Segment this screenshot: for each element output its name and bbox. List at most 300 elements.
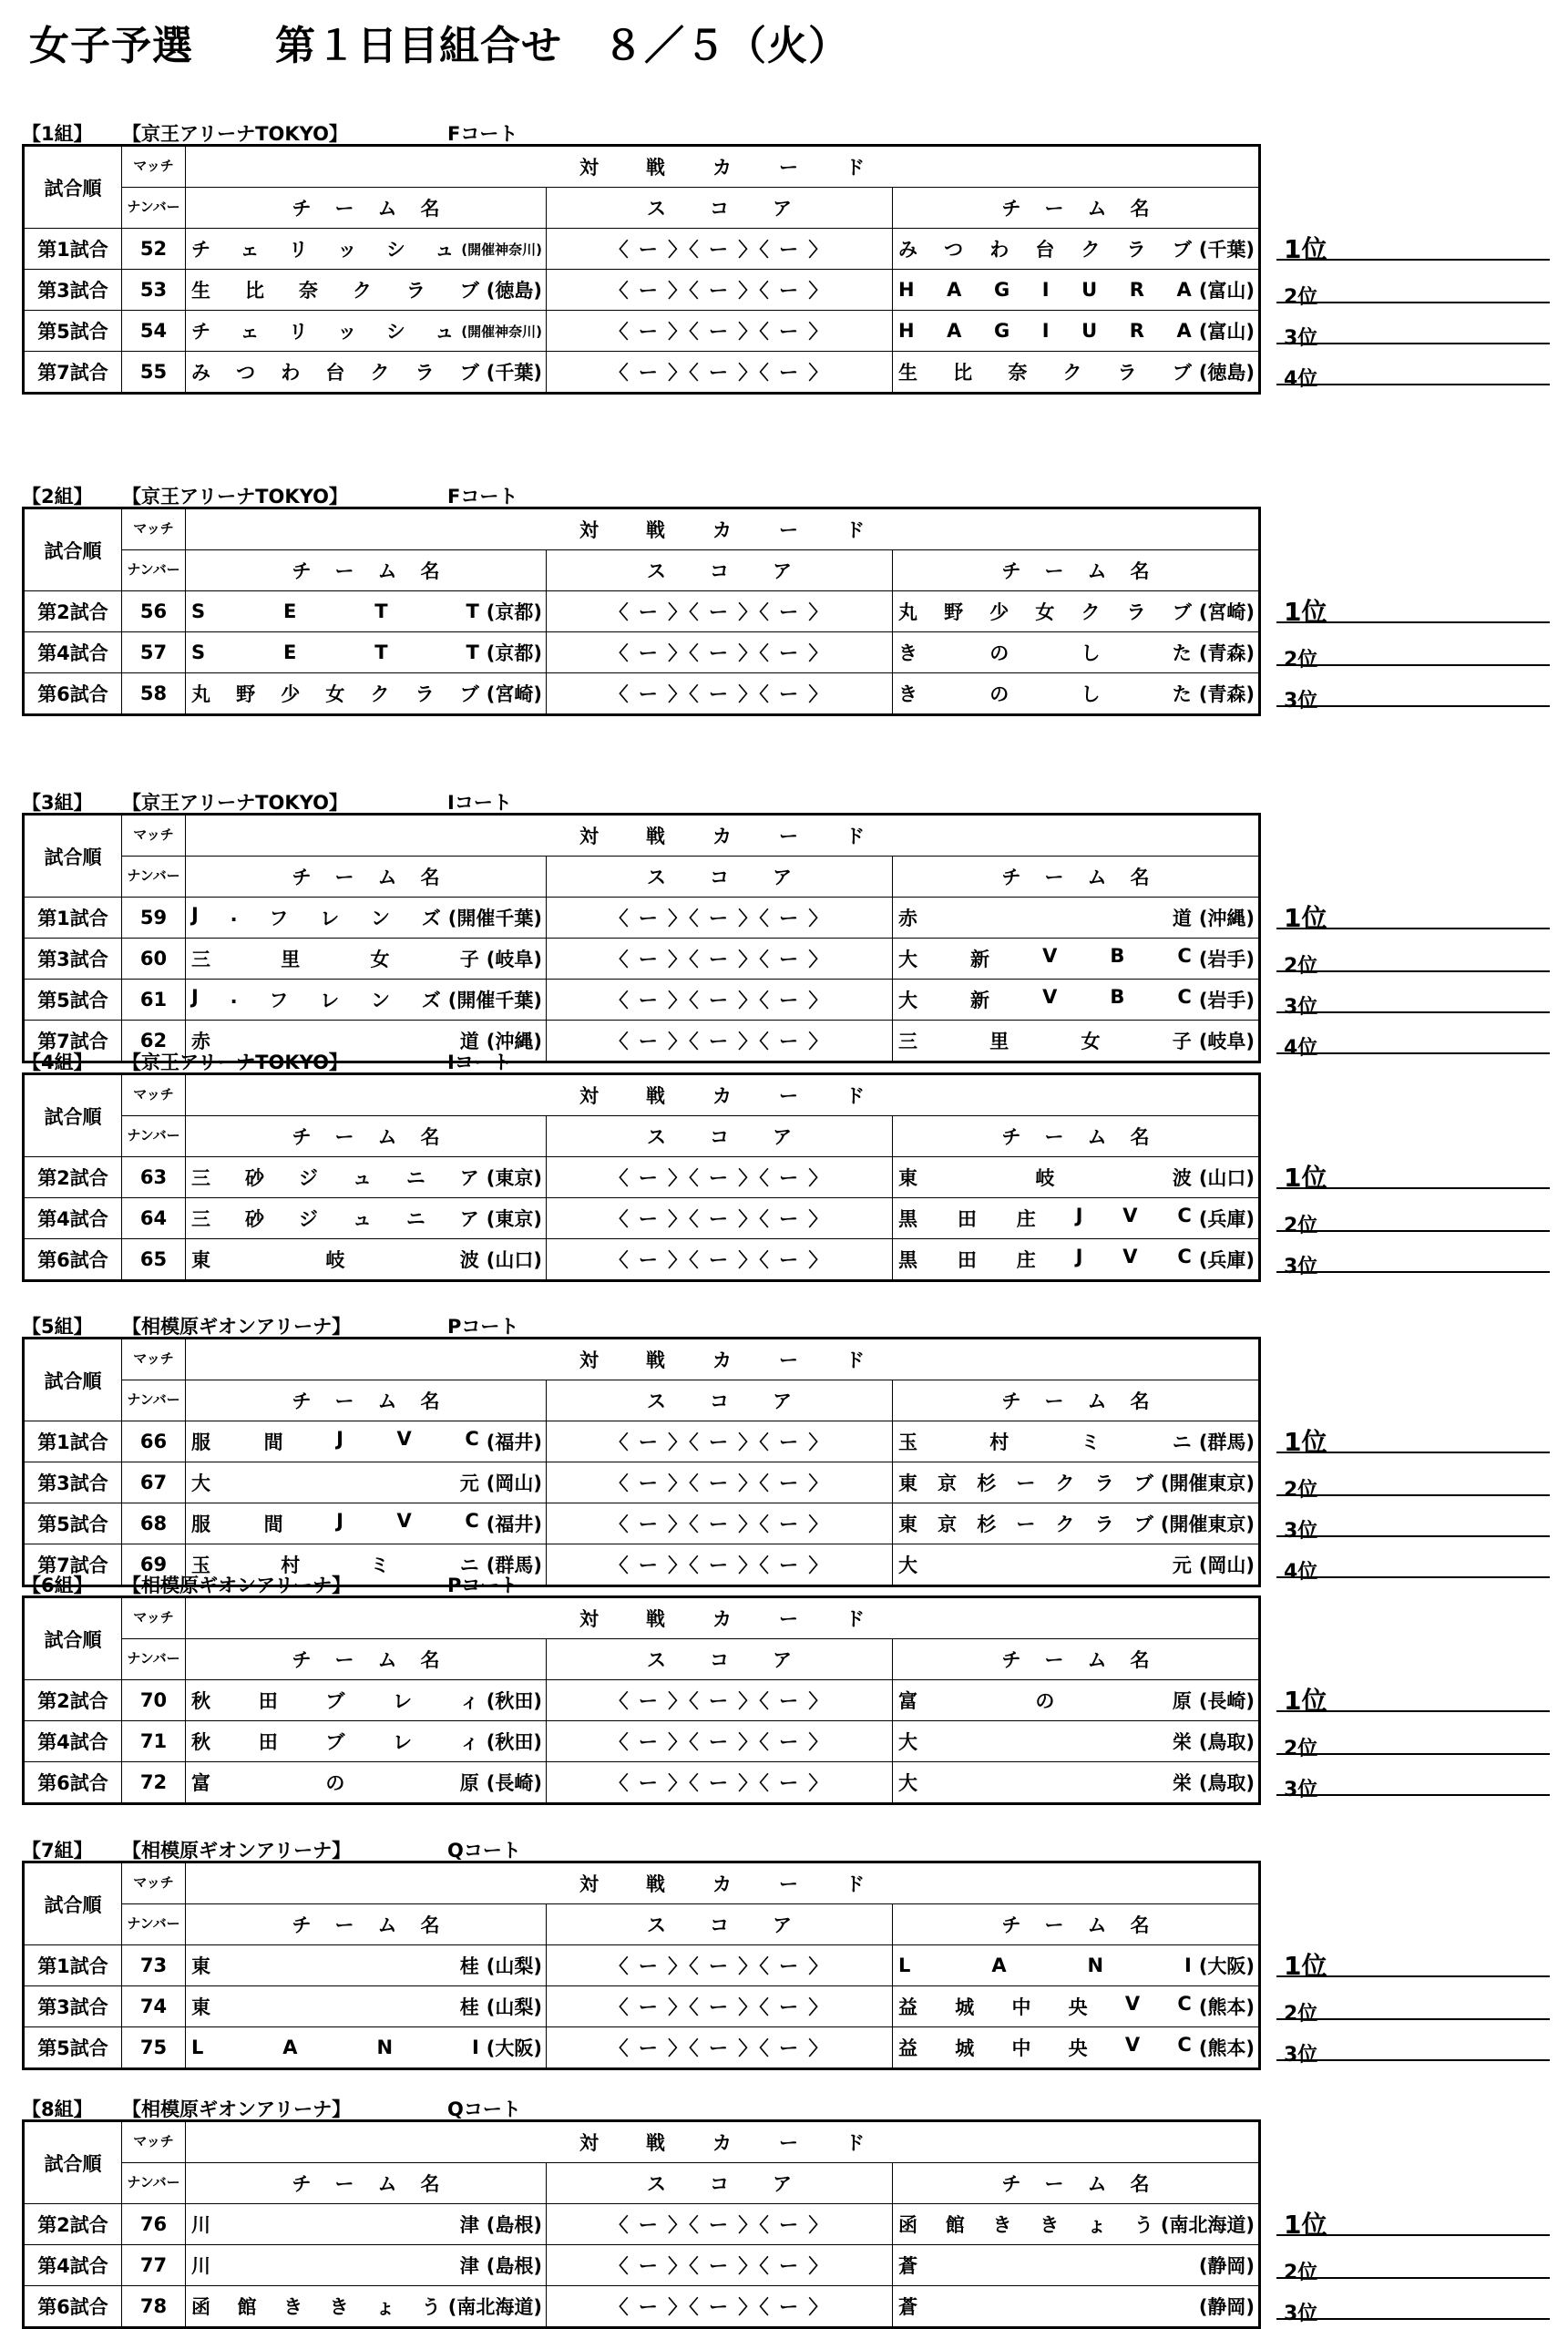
score-cell[interactable]: 〈 ー 〉〈 ー 〉〈 ー 〉 [547, 980, 893, 1021]
match-order: 第5試合 [24, 2027, 122, 2069]
score-cell[interactable]: 〈 ー 〉〈 ー 〉〈 ー 〉 [547, 1239, 893, 1281]
match-row [24, 1503, 1260, 1544]
team-name-char: C [1177, 1205, 1192, 1226]
team-name-char: 杉 [977, 1472, 997, 1494]
left-team [186, 1198, 547, 1239]
score-cell[interactable]: 〈 ー 〉〈 ー 〉〈 ー 〉 [547, 1721, 893, 1762]
match-number: 55 [122, 352, 186, 394]
score-cell[interactable]: 〈 ー 〉〈 ー 〉〈 ー 〉 [547, 1544, 893, 1586]
team-name-char: ブ [1133, 1513, 1153, 1535]
team-name-char: 三 [191, 1167, 210, 1189]
team-name [898, 680, 1192, 707]
score-cell[interactable]: 〈 ー 〉〈 ー 〉〈 ー 〉 [547, 1945, 893, 1986]
team-pref: (京都) [486, 642, 542, 664]
match-order: 第6試合 [24, 1762, 122, 1804]
team-name-char: わ [281, 362, 301, 384]
right-team [893, 2027, 1260, 2069]
team-pref: (富山) [1198, 321, 1255, 343]
score-cell[interactable]: 〈 ー 〉〈 ー 〉〈 ー 〉 [547, 1462, 893, 1503]
team-name-char: ニ [1172, 1431, 1192, 1453]
team-name-header: チーム名 [893, 857, 1260, 898]
team-cell [186, 270, 546, 310]
match-row [24, 229, 1260, 270]
match-header-bottom: ナンバー [127, 1650, 180, 1667]
page-title: 女子予選 第１日目組合せ ８／５（火） [29, 23, 849, 69]
team-pref: (静岡) [1198, 2296, 1255, 2318]
rank-line[interactable]: 2位 [1276, 282, 1550, 303]
court-label: Qコート [447, 1840, 521, 1862]
team-cell [893, 1721, 1258, 1761]
team-name-char: 黒 [898, 1249, 917, 1271]
team-name-header: チーム名 [893, 2163, 1260, 2204]
team-pref: (岐阜) [1198, 1031, 1255, 1052]
match-number-header [122, 550, 186, 591]
left-team [186, 1157, 547, 1198]
score-cell[interactable]: 〈 ー 〉〈 ー 〉〈 ー 〉 [547, 270, 893, 311]
team-name-char: 京 [938, 1513, 958, 1535]
match-row [24, 2245, 1260, 2286]
team-name-char: し [1081, 642, 1101, 664]
group-header [22, 479, 1553, 508]
right-team [893, 352, 1260, 394]
team-name-char: G [993, 320, 1010, 342]
team-name-char: 台 [325, 362, 345, 384]
team-name-char: う [421, 2296, 441, 2318]
order-header: 試合順 [24, 508, 122, 591]
team-pref: (徳島) [486, 280, 542, 302]
match-number-header [122, 815, 186, 857]
team-name-char: C [465, 1428, 479, 1450]
rank-line[interactable]: 3位 [1276, 2298, 1550, 2320]
team-name-char: 波 [1172, 1167, 1192, 1189]
team-name-char: . [230, 904, 238, 926]
team-name [898, 1687, 1192, 1714]
match-order: 第1試合 [24, 229, 122, 270]
score-cell[interactable]: 〈 ー 〉〈 ー 〉〈 ー 〉 [547, 632, 893, 673]
team-name-header: チーム名 [186, 1116, 547, 1157]
team-cell [186, 1721, 546, 1761]
team-cell [186, 311, 546, 351]
team-name-char: 東 [898, 1167, 917, 1189]
score-cell[interactable]: 〈 ー 〉〈 ー 〉〈 ー 〉 [547, 1680, 893, 1721]
match-order: 第4試合 [24, 1198, 122, 1239]
team-name-char: J [191, 986, 199, 1008]
group-header [22, 1309, 1553, 1338]
team-name-char: 道 [459, 1031, 479, 1052]
group-label: 【4組】 [22, 1052, 93, 1073]
match-number: 75 [122, 2027, 186, 2069]
team-name-char: 桂 [459, 1955, 479, 1977]
court-label: Fコート [447, 486, 518, 508]
team-name-char: 央 [1068, 1996, 1088, 2018]
team-name-char: き [992, 2214, 1012, 2236]
team-name [191, 2252, 479, 2279]
score-cell[interactable]: 〈 ー 〉〈 ー 〉〈 ー 〉 [547, 1198, 893, 1239]
rank-line[interactable]: 1位 [1276, 230, 1550, 261]
match-number-header [122, 1904, 186, 1945]
score-cell[interactable]: 〈 ー 〉〈 ー 〉〈 ー 〉 [547, 2286, 893, 2328]
match-row [24, 1239, 1260, 1281]
score-cell[interactable]: 〈 ー 〉〈 ー 〉〈 ー 〉 [547, 1421, 893, 1462]
team-cell [186, 898, 546, 938]
header-row [24, 508, 1260, 550]
score-header: スコア [547, 1116, 893, 1157]
left-team [186, 352, 547, 394]
right-team [893, 673, 1260, 715]
team-name-char: 原 [459, 1772, 479, 1794]
match-number: 69 [122, 1544, 186, 1586]
team-name-char: N [376, 2037, 394, 2058]
team-name-char: 台 [1035, 239, 1055, 261]
group-block [22, 479, 1553, 713]
court-label: Fコート [447, 123, 518, 145]
team-name-char: ニ [459, 1554, 479, 1576]
match-row [24, 1157, 1260, 1198]
score-cell[interactable]: 〈 ー 〉〈 ー 〉〈 ー 〉 [547, 2027, 893, 2069]
team-cell [186, 2027, 546, 2067]
rank-line[interactable]: 1位 [1276, 1158, 1550, 1189]
team-name-char: 富 [191, 1772, 210, 1794]
team-name-char: T [466, 641, 479, 663]
team-name [898, 2293, 1192, 2320]
team-name-char: 益 [898, 1996, 917, 2018]
rank-line[interactable]: 3位 [1276, 991, 1550, 1013]
team-pref: (東京) [486, 1208, 542, 1230]
rank-line[interactable]: 4位 [1276, 1556, 1550, 1578]
rank-line[interactable]: 1位 [1276, 2205, 1550, 2236]
team-name-char: C [1177, 986, 1192, 1008]
match-number-header [122, 1074, 186, 1116]
team-name-char: 館 [237, 2296, 257, 2318]
team-name-char: ェ [240, 239, 260, 261]
team-name [898, 1164, 1192, 1191]
header-row [24, 1339, 1260, 1380]
score-cell[interactable]: 〈 ー 〉〈 ー 〉〈 ー 〉 [547, 939, 893, 980]
team-name-char: ブ [325, 1731, 345, 1753]
group-block [22, 1568, 1553, 1801]
match-number: 60 [122, 939, 186, 980]
team-pref: (秋田) [486, 1690, 542, 1712]
team-name-char: 新 [970, 990, 990, 1011]
rank-line[interactable]: 3位 [1276, 323, 1550, 344]
team-pref: (徳島) [1198, 362, 1255, 384]
team-pref: (山梨) [486, 1996, 542, 2018]
team-name-char: 川 [191, 2255, 210, 2277]
team-cell [893, 1680, 1258, 1720]
team-cell [186, 1503, 546, 1544]
right-team [893, 2286, 1260, 2328]
rank-line[interactable]: 2位 [1276, 1733, 1550, 1755]
score-cell[interactable]: 〈 ー 〉〈 ー 〉〈 ー 〉 [547, 1986, 893, 2027]
match-header-top: マッチ [133, 1874, 174, 1892]
match-number: 76 [122, 2204, 186, 2245]
team-name-char: つ [236, 362, 256, 384]
team-name-char: ズ [421, 990, 441, 1011]
rank-line[interactable]: 1位 [1276, 592, 1550, 623]
group-header [22, 785, 1553, 814]
rank-line[interactable]: 2位 [1276, 1210, 1550, 1232]
header-row [24, 188, 1260, 229]
team-name-char: ィ [459, 1731, 479, 1753]
header-row [24, 1116, 1260, 1157]
score-cell[interactable]: 〈 ー 〉〈 ー 〉〈 ー 〉 [547, 1157, 893, 1198]
team-name-char: I [471, 2037, 479, 2058]
team-name-char: 服 [191, 1431, 210, 1453]
group-header [22, 1045, 1553, 1071]
score-cell[interactable]: 〈 ー 〉〈 ー 〉〈 ー 〉 [547, 229, 893, 270]
rank-line[interactable]: 3位 [1276, 2039, 1550, 2061]
team-name-char: わ [989, 239, 1009, 261]
team-name-header: チーム名 [186, 1639, 547, 1680]
team-name-char: 砂 [244, 1167, 264, 1189]
match-row [24, 1721, 1260, 1762]
team-cell [893, 2027, 1258, 2067]
rank-line[interactable]: 2位 [1276, 2257, 1550, 2279]
team-cell [893, 898, 1258, 938]
right-team [893, 1762, 1260, 1804]
rank-line[interactable]: 3位 [1276, 1251, 1550, 1273]
team-cell [186, 673, 546, 713]
team-cell [893, 229, 1258, 269]
score-cell[interactable]: 〈 ー 〉〈 ー 〉〈 ー 〉 [547, 898, 893, 939]
score-cell[interactable]: 〈 ー 〉〈 ー 〉〈 ー 〉 [547, 673, 893, 715]
match-order: 第5試合 [24, 1503, 122, 1544]
header-row [24, 146, 1260, 188]
team-name-char: I [1041, 279, 1050, 301]
left-team [186, 939, 547, 980]
team-name-char: 生 [191, 280, 210, 302]
team-name [191, 1469, 479, 1496]
team-name [898, 2211, 1153, 2238]
team-name-char: ク [1081, 601, 1101, 623]
rank-line[interactable]: 3位 [1276, 1515, 1550, 1537]
team-name-char: ラ [1126, 601, 1146, 623]
rank-line[interactable]: 1位 [1276, 1681, 1550, 1712]
score-cell[interactable]: 〈 ー 〉〈 ー 〉〈 ー 〉 [547, 2245, 893, 2286]
team-name-char: U [1081, 320, 1098, 342]
team-name-char: 城 [955, 1996, 975, 2018]
team-name-char: E [283, 600, 297, 622]
match-row [24, 939, 1260, 980]
team-name-char: 村 [989, 1431, 1009, 1453]
venue-label: 【京王アリーナTOKYO】 [122, 486, 348, 508]
team-name-char: ク [1081, 239, 1101, 261]
team-name-char: ッ [337, 239, 357, 261]
team-name-char: L [191, 2037, 204, 2058]
team-name-char: ブ [1172, 239, 1192, 261]
team-name-char: 桂 [459, 1996, 479, 2018]
team-name [898, 986, 1192, 1013]
team-name-char: ク [352, 280, 372, 302]
rank-line[interactable]: 2位 [1276, 1474, 1550, 1496]
rank-line[interactable]: 4位 [1276, 1032, 1550, 1054]
match-row [24, 632, 1260, 673]
match-number: 59 [122, 898, 186, 939]
right-team [893, 229, 1260, 270]
team-name-char: 玉 [191, 1554, 210, 1576]
team-name-char: 京 [938, 1472, 958, 1494]
team-name-char: H [898, 279, 915, 301]
team-name-char: 栄 [1172, 1772, 1192, 1794]
court-label: Pコート [447, 1575, 519, 1596]
group-block [22, 1833, 1553, 2067]
team-name-char: ブ [1172, 362, 1192, 384]
match-header-bottom: ナンバー [127, 1915, 180, 1933]
match-order: 第2試合 [24, 2204, 122, 2245]
match-number: 64 [122, 1198, 186, 1239]
header-row [24, 815, 1260, 857]
match-row [24, 1945, 1260, 1986]
team-pref: (福井) [486, 1431, 542, 1453]
group-label: 【2組】 [22, 486, 93, 508]
team-name-char: み [898, 239, 917, 261]
score-cell[interactable]: 〈 ー 〉〈 ー 〉〈 ー 〉 [547, 352, 893, 394]
team-cell [893, 2204, 1258, 2244]
team-pref: (島根) [486, 2255, 542, 2277]
team-name-char: V [1122, 1246, 1138, 1267]
team-name-char: ミ [370, 1554, 390, 1576]
team-cell [186, 2204, 546, 2244]
team-name-char: 田 [258, 1690, 278, 1712]
venue-label: 【相模原ギオンアリーナ】 [122, 1840, 352, 1862]
team-name-char: 間 [263, 1513, 283, 1535]
match-number-header [122, 2163, 186, 2204]
left-team [186, 1239, 547, 1281]
team-cell [893, 632, 1258, 672]
match-row [24, 352, 1260, 394]
team-name-char: 里 [281, 949, 301, 970]
team-name-char: V [1124, 1993, 1141, 2015]
rank-line[interactable]: 2位 [1276, 1998, 1550, 2020]
header-row [24, 1074, 1260, 1116]
rank-line[interactable]: 1位 [1276, 898, 1550, 929]
team-name-char: . [230, 986, 238, 1008]
team-name-char: 東 [898, 1513, 917, 1535]
team-name-char: B [1110, 986, 1125, 1008]
rank-line[interactable]: 3位 [1276, 1774, 1550, 1796]
team-name-char: 奈 [298, 280, 318, 302]
match-number-header [122, 1639, 186, 1680]
team-name-char: ア [459, 1167, 479, 1189]
team-cell [893, 1462, 1258, 1503]
team-name-char: T [374, 641, 388, 663]
score-cell[interactable]: 〈 ー 〉〈 ー 〉〈 ー 〉 [547, 1021, 893, 1062]
team-name-char: 原 [1172, 1690, 1192, 1712]
team-name [191, 276, 479, 303]
team-name [191, 317, 454, 344]
team-name-char: 玉 [898, 1431, 917, 1453]
right-team [893, 1503, 1260, 1544]
team-name-char: ブ [459, 280, 479, 302]
team-name-char: ジ [298, 1208, 318, 1230]
match-header-top: マッチ [133, 826, 174, 844]
team-pref: (沖縄) [1198, 908, 1255, 929]
match-order: 第1試合 [24, 1421, 122, 1462]
group-block [22, 2092, 1553, 2325]
team-name-char: 栄 [1172, 1731, 1192, 1753]
score-header: スコア [547, 188, 893, 229]
team-name-char: V [396, 1510, 412, 1532]
team-name-char: リ [288, 321, 308, 343]
team-name-char: A [947, 279, 962, 301]
team-name-char: ッ [337, 321, 357, 343]
team-pref: (長崎) [1198, 1690, 1255, 1712]
team-name-char: R [1129, 320, 1144, 342]
rank-line[interactable]: 2位 [1276, 950, 1550, 972]
rank-line[interactable]: 3位 [1276, 685, 1550, 707]
team-name-char: き [898, 642, 917, 664]
match-number: 62 [122, 1021, 186, 1062]
match-order: 第3試合 [24, 939, 122, 980]
team-name-char: ラ [1126, 239, 1146, 261]
team-pref: (青森) [1198, 642, 1255, 664]
team-name [191, 680, 479, 707]
team-name-char: 大 [898, 990, 917, 1011]
match-table [22, 1337, 1261, 1587]
match-order: 第1試合 [24, 898, 122, 939]
match-number: 77 [122, 2245, 186, 2286]
match-order: 第6試合 [24, 1239, 122, 1281]
team-name-char: リ [288, 239, 308, 261]
left-team [186, 1945, 547, 1986]
team-pref: (大阪) [486, 2037, 542, 2059]
rank-line[interactable]: 1位 [1276, 1946, 1550, 1977]
score-cell[interactable]: 〈 ー 〉〈 ー 〉〈 ー 〉 [547, 311, 893, 352]
match-row [24, 311, 1260, 352]
team-name-char: 富 [898, 1690, 917, 1712]
score-cell[interactable]: 〈 ー 〉〈 ー 〉〈 ー 〉 [547, 591, 893, 632]
right-team [893, 1986, 1260, 2027]
right-team [893, 1157, 1260, 1198]
team-cell [186, 1986, 546, 2026]
team-pref: (千葉) [1198, 239, 1255, 261]
team-cell [893, 1198, 1258, 1238]
match-number: 63 [122, 1157, 186, 1198]
card-header: 対戦カード [186, 1074, 1260, 1116]
team-cell [186, 2245, 546, 2285]
rank-line[interactable]: 1位 [1276, 1422, 1550, 1453]
team-name-char: ニ [405, 1208, 425, 1230]
score-cell[interactable]: 〈 ー 〉〈 ー 〉〈 ー 〉 [547, 2204, 893, 2245]
team-name [191, 235, 454, 262]
team-name-char: T [374, 600, 388, 622]
match-table [22, 507, 1261, 716]
group-header [22, 1833, 1553, 1862]
team-name [191, 358, 479, 385]
team-cell [893, 673, 1258, 713]
team-name-char: 比 [244, 280, 264, 302]
score-cell[interactable]: 〈 ー 〉〈 ー 〉〈 ー 〉 [547, 1762, 893, 1804]
team-cell [893, 352, 1258, 392]
left-team [186, 980, 547, 1021]
team-name-char: 三 [898, 1031, 917, 1052]
group-block [22, 1045, 1553, 1278]
team-pref: (福井) [486, 1513, 542, 1535]
rank-line[interactable]: 2位 [1276, 644, 1550, 666]
team-pref: (開催東京) [1160, 1513, 1255, 1535]
team-name [898, 235, 1192, 262]
match-order: 第7試合 [24, 1021, 122, 1062]
team-pref: (山口) [1198, 1167, 1255, 1189]
right-team [893, 311, 1260, 352]
team-pref: (岩手) [1198, 990, 1255, 1011]
score-cell[interactable]: 〈 ー 〉〈 ー 〉〈 ー 〉 [547, 1503, 893, 1544]
rank-line[interactable]: 4位 [1276, 364, 1550, 385]
team-pref: (南北海道) [447, 2296, 542, 2318]
team-name-char: ン [371, 990, 390, 1011]
team-name [898, 945, 1192, 972]
match-number: 56 [122, 591, 186, 632]
